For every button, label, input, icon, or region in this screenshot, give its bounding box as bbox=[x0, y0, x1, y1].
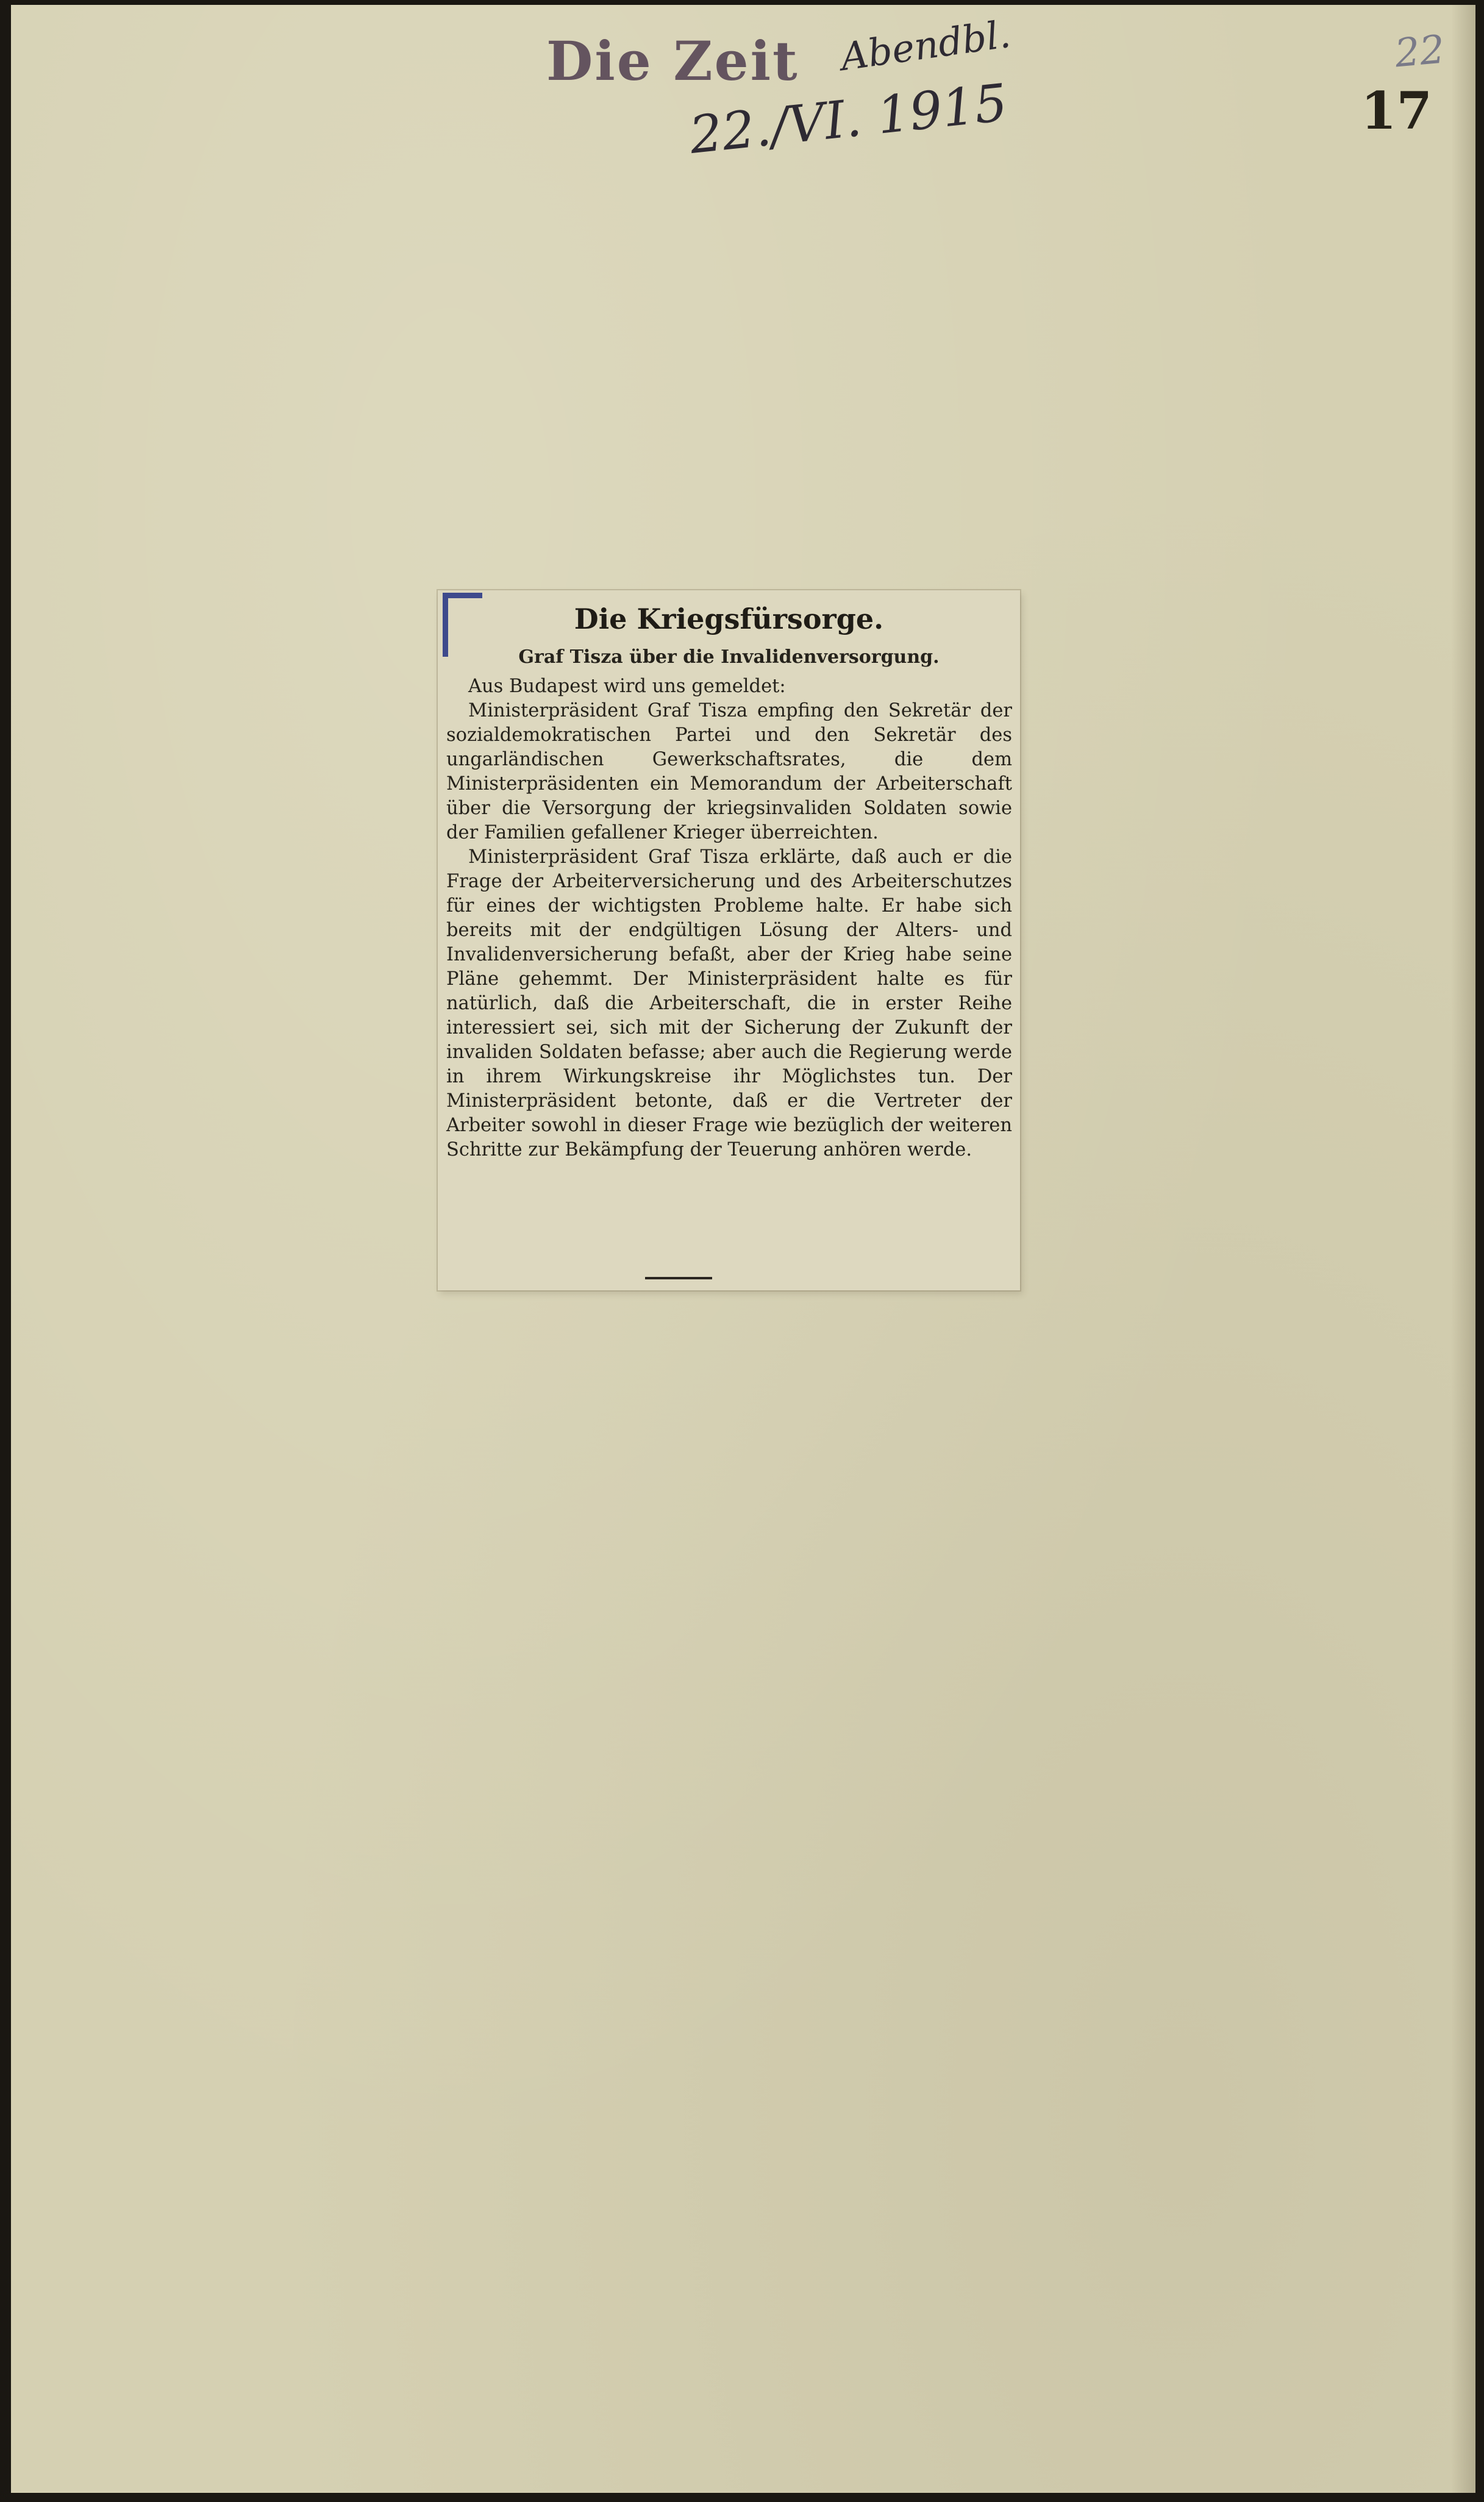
article-end-rule bbox=[645, 1277, 712, 1279]
clipping-paragraph: Aus Budapest wird uns gemeldet: bbox=[468, 676, 786, 697]
clipping-body bbox=[446, 674, 1012, 1162]
clipping-paragraph: Ministerpräsident Graf Tisza erklärte, daß auch er die Frage der Arbeiterversicherung und des Arbeiterschutzes für eines der wichtigsten Probleme halte. Er habe sich bereits mit der endgültigen Lösung der Alters- und Invalidenversicherung befaßt, aber der Krieg habe seine Pläne gehemmt. Der Ministerpräsident halte es für natürlich, daß die Arbeiterschaft, die in erster Reihe interessiert sei, sich mit der Sicherung der Zukunft der invaliden Soldaten befasse; aber auch die Regierung werde in ihrem Wirkungskreise ihr Möglichstes tun. Der Ministerpräsident betonte, daß er die Vertreter der Arbeiter sowohl in dieser Frage wie bezüglich der weiteren Schritte zur Bekämpfung der Teuerung anhören werde. bbox=[446, 846, 1012, 1160]
archive-sheet bbox=[11, 5, 1475, 2493]
handwritten-edition-note: Abendbl. bbox=[838, 11, 1013, 80]
handwritten-number: 22 bbox=[1393, 27, 1447, 77]
newspaper-stamp: Die Zeit bbox=[546, 29, 799, 93]
handwritten-date: 22./VI. 1915 bbox=[687, 72, 1010, 166]
folio-number: 17 bbox=[1361, 80, 1432, 141]
sheet-edge-shadow bbox=[1451, 5, 1475, 2493]
clipping-subtitle: Graf Tisza über die Invalidenversorgung. bbox=[518, 646, 940, 668]
newspaper-clipping bbox=[438, 590, 1020, 1290]
clipping-paragraph: Ministerpräsident Graf Tisza empfing den Sekretär der sozialdemokratischen Partei und den Sekretär des ungarländischen Gewerkschaftsrates, die dem Ministerpräsidenten ein Memorandum der Arbeiterschaft über die Versorgung der kriegsinvaliden Soldaten sowie der Familien gefallener Krieger überreichten. bbox=[446, 700, 1012, 843]
clipping-title: Die Kriegsfürsorge. bbox=[574, 602, 884, 635]
